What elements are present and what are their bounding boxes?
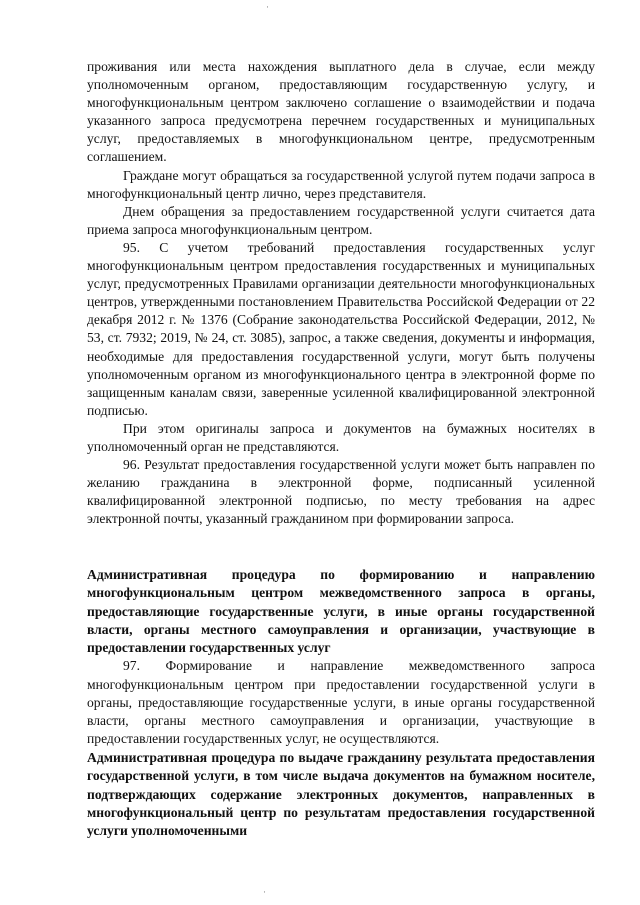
- paragraph-citizens-apply: Граждане могут обращаться за государственной услугой путем подачи запроса в многофункциональный центр лично, через представителя.: [87, 167, 595, 201]
- section-heading: Административная процедура по формированию и направлению многофункциональным центром межведомственного запроса в органы, предоставляющие государственные услуги, в иные органы государственной власти, органы местного самоуправления и организации, участвующие в предоставлении государственных услуг: [87, 567, 595, 656]
- paragraph-95: 95. С учетом требований предоставления государственных услуг многофункциональным центром предоставления государственных и муниципальных услуг, предусмотренных Правилами организации деятельности многофункциональных центров, утвержденными постановлением Правительства Российской Федерации от 22 декабря 2012 г. № 1376 (Собрание законодательства Российской Федерации, 2012, № 53, ст. 7932; 2019, № 24, ст. 3085), запрос, а также сведения, документы и информация, необходимые для предоставления государственной услуги, могут быть получены уполномоченным органом из многофункционального центра в электронной форме по защищенным каналам связи, заверенные усиленной квалифицированной электронной подписью.: [87, 239, 595, 418]
- paragraph-continuation: проживания или места нахождения выплатного дела в случае, если между уполномоченным органом, предоставляющим государственную услугу, и многофункциональным центром заключено соглашение о взаимодействии и подача указанного запроса предусмотрена перечнем государственных и муниципальных услуг, предоставляемых в многофункциональном центре, предусмотренным соглашением.: [87, 59, 595, 165]
- paragraph-date-of-request: Днем обращения за предоставлением государственной услуги считается дата приема запроса многофункциональным центром.: [87, 203, 595, 237]
- section-heading: Административная процедура по выдаче гражданину результата предоставления государственной услуги, в том числе выдача документов на бумажном носителе, подтверждающих содержание электронных документов, направленных в многофункциональный центр по результатам предоставления государственной услуги уполномоченными: [87, 750, 595, 839]
- section-interagency-request: [87, 566, 595, 748]
- section-result-issuance: [87, 749, 595, 840]
- paragraph-96: 96. Результат предоставления государственной услуги может быть направлен по желанию гражданина в электронной форме, подписанный усиленной квалифицированной электронной подписью, по месту требования на адрес электронной почты, указанный гражданином при формировании запроса.: [87, 457, 595, 527]
- paragraph-97: 97. Формирование и направление межведомственного запроса многофункциональным центром при предоставлении государственной услуги в органы, предоставляющие государственные услуги, в иные органы государственной власти, органы местного самоуправления и организации, участвующие в предоставлении государственных услуг, не осуществляются.: [87, 658, 595, 746]
- paragraph-originals: При этом оригиналы запроса и документов на бумажных носителях в уполномоченный орган не представляются.: [87, 420, 595, 454]
- scan-artifact-top: ·: [266, 2, 269, 12]
- scan-artifact-bottom: ·: [263, 887, 266, 897]
- text-block-top: [87, 58, 595, 528]
